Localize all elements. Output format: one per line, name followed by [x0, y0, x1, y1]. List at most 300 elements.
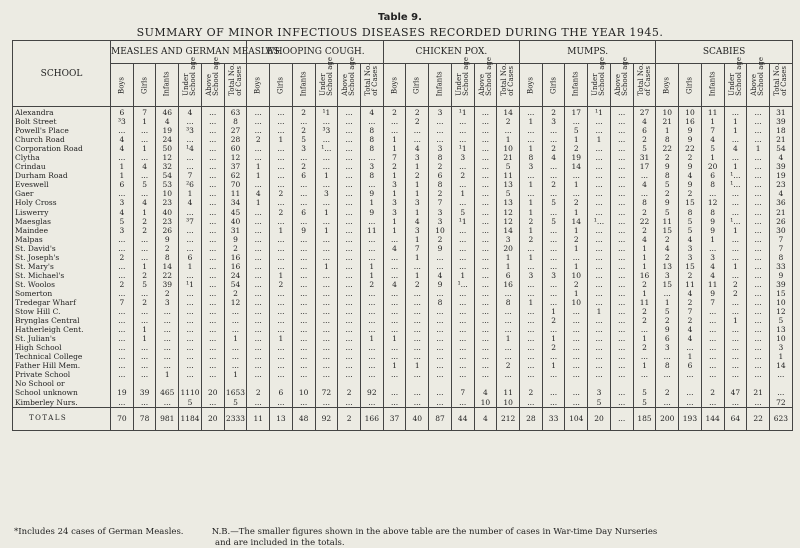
cell-value: 4 — [701, 271, 724, 280]
cell-value: ... — [451, 361, 474, 370]
cell-value: ... — [588, 334, 611, 343]
cell-value: ³3 — [111, 117, 134, 126]
cell-value: 1 — [383, 171, 406, 180]
cell-value: ... — [451, 262, 474, 271]
cell-value: 8 — [633, 198, 656, 207]
total-value: 185 — [633, 407, 656, 430]
cell-value: 2 — [679, 298, 702, 307]
cell-value: ... — [520, 343, 543, 352]
cell-value: 1 — [565, 226, 588, 235]
cell-value: 1 — [360, 198, 383, 207]
table-row — [13, 171, 793, 180]
cell-value: ... — [520, 316, 543, 325]
cell-value: 10 — [474, 398, 497, 408]
cell-value: 53 — [156, 180, 179, 189]
cell-value: 2 — [679, 271, 702, 280]
cell-value: ... — [111, 316, 134, 325]
cell-value — [338, 379, 361, 388]
cell-value: ... — [542, 280, 565, 289]
cell-value — [474, 379, 497, 388]
cell-value: ... — [588, 244, 611, 253]
cell-value: 21 — [656, 117, 679, 126]
cell-value: ... — [315, 162, 338, 171]
column-header-label: Girls — [685, 76, 694, 94]
total-value: 13 — [270, 407, 293, 430]
cell-value: ... — [429, 135, 452, 144]
cell-value: ... — [542, 262, 565, 271]
cell-value: ... — [156, 316, 179, 325]
cell-value: 21 — [769, 135, 792, 144]
cell-value — [270, 379, 293, 388]
cell-value: 2 — [406, 107, 429, 118]
cell-value: 4 — [679, 289, 702, 298]
cell-value: 12 — [701, 198, 724, 207]
cell-value: ... — [747, 244, 770, 253]
cell-value: 20 — [497, 244, 520, 253]
cell-value: ... — [201, 126, 224, 135]
cell-value: ... — [633, 370, 656, 379]
cell-value: 2 — [451, 171, 474, 180]
cell-value: ... — [179, 343, 202, 352]
cell-value: ... — [474, 352, 497, 361]
cell-value: 6 — [679, 361, 702, 370]
cell-value: 9 — [701, 217, 724, 226]
cell-value: 2 — [542, 107, 565, 118]
cell-value: ... — [338, 244, 361, 253]
diseases-table — [12, 40, 793, 431]
cell-value: ... — [201, 289, 224, 298]
total-value: 20 — [201, 407, 224, 430]
cell-value: 2 — [565, 280, 588, 289]
cell-value: 7 — [679, 307, 702, 316]
cell-value: 2 — [701, 388, 724, 397]
cell-value: ¹... — [724, 180, 747, 189]
cell-value: 465 — [156, 388, 179, 397]
cell-value: 12 — [156, 153, 179, 162]
cell-value: 2 — [111, 253, 134, 262]
cell-value: ... — [201, 244, 224, 253]
cell-value: ... — [247, 226, 270, 235]
cell-value: ... — [179, 153, 202, 162]
cell-value: 13 — [497, 180, 520, 189]
cell-value: ... — [610, 107, 633, 118]
cell-value: ... — [201, 398, 224, 408]
cell-value: ... — [360, 361, 383, 370]
cell-value: 1 — [406, 162, 429, 171]
cell-value: ... — [520, 370, 543, 379]
cell-value: ... — [247, 370, 270, 379]
cell-value: ... — [247, 244, 270, 253]
cell-value: ... — [497, 316, 520, 325]
cell-value: 1 — [156, 370, 179, 379]
cell-value: ... — [111, 235, 134, 244]
cell-value: 1 — [406, 208, 429, 217]
cell-value: ... — [429, 289, 452, 298]
column-header — [565, 64, 588, 107]
cell-value: 2 — [633, 208, 656, 217]
cell-value: ... — [383, 126, 406, 135]
cell-value: 1 — [360, 271, 383, 280]
cell-value: 1 — [747, 144, 770, 153]
cell-value: ... — [724, 398, 747, 408]
cell-value: 72 — [315, 388, 338, 397]
cell-value: 1 — [520, 117, 543, 126]
cell-value: 1 — [111, 162, 134, 171]
cell-value: 16 — [224, 253, 247, 262]
school-name: St. Woolos — [13, 280, 111, 289]
cell-value: 21 — [769, 208, 792, 217]
cell-value: 3 — [588, 388, 611, 397]
cell-value: 1 — [497, 253, 520, 262]
cell-value: 2 — [247, 388, 270, 397]
total-value: 981 — [156, 407, 179, 430]
cell-value: ... — [360, 153, 383, 162]
cell-value: ... — [292, 217, 315, 226]
cell-value — [179, 379, 202, 388]
cell-value: 45 — [224, 208, 247, 217]
cell-value: ¹1 — [451, 144, 474, 153]
cell-value: ... — [610, 253, 633, 262]
cell-value: ... — [474, 307, 497, 316]
cell-value: 3 — [429, 144, 452, 153]
cell-value: 15 — [679, 198, 702, 207]
cell-value: 1 — [520, 198, 543, 207]
cell-value: 1 — [520, 208, 543, 217]
cell-value: ... — [360, 398, 383, 408]
cell-value: ... — [247, 352, 270, 361]
total-value: 87 — [429, 407, 452, 430]
cell-value: ... — [201, 117, 224, 126]
school-name: St. David's — [13, 244, 111, 253]
cell-value: ... — [201, 280, 224, 289]
cell-value: 7 — [111, 298, 134, 307]
table-row — [13, 198, 793, 207]
cell-value: 3 — [406, 153, 429, 162]
cell-value: 4 — [406, 144, 429, 153]
cell-value: ... — [292, 370, 315, 379]
cell-value: ... — [588, 189, 611, 198]
cell-value: ... — [315, 334, 338, 343]
cell-value: ... — [315, 153, 338, 162]
cell-value: ... — [429, 388, 452, 397]
cell-value: ... — [406, 126, 429, 135]
cell-value: ... — [474, 153, 497, 162]
footnote-nb: N.B.—The smaller figures shown in the above table are the number of cases in War-time Day Nurseries — [211, 527, 658, 537]
cell-value: 6 — [111, 180, 134, 189]
cell-value: 24 — [156, 135, 179, 144]
cell-value: 5 — [179, 398, 202, 408]
cell-value: ... — [520, 398, 543, 408]
cell-value: ... — [247, 144, 270, 153]
school-name: Somerton — [13, 289, 111, 298]
cell-value: 2 — [270, 189, 293, 198]
cell-value: 2 — [360, 280, 383, 289]
cell-value: 4 — [179, 198, 202, 207]
cell-value: ... — [360, 316, 383, 325]
cell-value: 2 — [156, 289, 179, 298]
cell-value: 5 — [292, 135, 315, 144]
cell-value: ... — [292, 361, 315, 370]
cell-value: ... — [270, 298, 293, 307]
cell-value: 2 — [429, 162, 452, 171]
cell-value: ... — [701, 189, 724, 198]
cell-value: ... — [610, 262, 633, 271]
cell-value: 39 — [769, 280, 792, 289]
cell-value: 54 — [769, 144, 792, 153]
cell-value: 6 — [633, 126, 656, 135]
school-name: St. Mary's — [13, 262, 111, 271]
cell-value: ... — [451, 244, 474, 253]
school-name: Father Hill Mem. — [13, 361, 111, 370]
cell-value: ... — [610, 235, 633, 244]
cell-value: 1 — [679, 352, 702, 361]
cell-value: 1 — [451, 189, 474, 198]
cell-value: ... — [360, 325, 383, 334]
cell-value: ... — [133, 370, 156, 379]
cell-value: ... — [724, 298, 747, 307]
cell-value: ... — [451, 316, 474, 325]
cell-value: 1 — [497, 262, 520, 271]
cell-value: 4 — [360, 107, 383, 118]
cell-value: 1 — [133, 208, 156, 217]
cell-value: 10 — [769, 298, 792, 307]
cell-value: ... — [610, 325, 633, 334]
cell-value: 2 — [542, 316, 565, 325]
cell-value: 3 — [520, 162, 543, 171]
cell-value: ... — [315, 298, 338, 307]
cell-value: ... — [247, 235, 270, 244]
cell-value: ... — [451, 126, 474, 135]
cell-value — [292, 379, 315, 388]
total-value: 22 — [747, 407, 770, 430]
cell-value: 3 — [315, 189, 338, 198]
cell-value: ... — [588, 289, 611, 298]
cell-value: ... — [474, 107, 497, 118]
cell-value: 5 — [769, 316, 792, 325]
total-value: 28 — [520, 407, 543, 430]
footnote-german-measles: *Includes 24 cases of German Measles. — [14, 527, 184, 537]
cell-value: 9 — [679, 162, 702, 171]
cell-value — [133, 379, 156, 388]
cell-value: ... — [451, 298, 474, 307]
cell-value: ... — [588, 144, 611, 153]
total-value: 40 — [406, 407, 429, 430]
cell-value: 1 — [315, 208, 338, 217]
cell-value: ... — [474, 226, 497, 235]
cell-value: 3 — [656, 271, 679, 280]
cell-value: 4 — [656, 244, 679, 253]
total-value: 11 — [247, 407, 270, 430]
cell-value: ... — [747, 180, 770, 189]
cell-value: 5 — [224, 398, 247, 408]
cell-value: ... — [111, 244, 134, 253]
cell-value: 1 — [588, 135, 611, 144]
column-header-label: Above School age — [613, 56, 629, 96]
column-header — [520, 64, 543, 107]
cell-value: 9 — [679, 180, 702, 189]
cell-value: 5 — [542, 198, 565, 207]
cell-value: 10 — [497, 144, 520, 153]
cell-value: ... — [747, 280, 770, 289]
cell-value — [701, 379, 724, 388]
column-header — [111, 64, 134, 107]
cell-value: 11 — [224, 189, 247, 198]
cell-value: ... — [701, 370, 724, 379]
cell-value: ... — [588, 235, 611, 244]
cell-value: 1 — [383, 135, 406, 144]
cell-value: 1 — [451, 271, 474, 280]
table-row — [13, 226, 793, 235]
cell-value: ¹1 — [588, 107, 611, 118]
cell-value: 5 — [656, 180, 679, 189]
cell-value: ... — [610, 162, 633, 171]
cell-value: ... — [542, 135, 565, 144]
cell-value: ... — [270, 325, 293, 334]
cell-value: ... — [406, 325, 429, 334]
cell-value: ... — [701, 352, 724, 361]
cell-value: 4 — [383, 280, 406, 289]
cell-value: 8 — [360, 144, 383, 153]
cell-value: ... — [451, 235, 474, 244]
cell-value: 1 — [406, 361, 429, 370]
cell-value: ... — [179, 334, 202, 343]
cell-value: ... — [292, 262, 315, 271]
cell-value: 2 — [520, 388, 543, 397]
cell-value: ... — [338, 370, 361, 379]
cell-value: ... — [292, 153, 315, 162]
cell-value: ... — [201, 198, 224, 207]
cell-value: ... — [747, 226, 770, 235]
cell-value: 26 — [156, 226, 179, 235]
cell-value: ... — [451, 162, 474, 171]
cell-value: ... — [747, 117, 770, 126]
column-header — [656, 64, 679, 107]
cell-value: ... — [565, 361, 588, 370]
cell-value: ... — [656, 352, 679, 361]
cell-value: ... — [292, 235, 315, 244]
cell-value: 7 — [406, 244, 429, 253]
cell-value: ... — [201, 352, 224, 361]
cell-value: 4 — [542, 153, 565, 162]
column-header-label: Under School age — [318, 56, 334, 96]
column-header-label: Total No. of Cases — [363, 63, 379, 96]
cell-value: 19 — [769, 171, 792, 180]
cell-value: ... — [156, 352, 179, 361]
table-number: Table 9. — [378, 12, 422, 23]
cell-value: ... — [133, 253, 156, 262]
cell-value: ... — [270, 253, 293, 262]
cell-value: ... — [156, 325, 179, 334]
cell-value: ... — [747, 398, 770, 408]
cell-value: ... — [247, 126, 270, 135]
table-row — [13, 343, 793, 352]
cell-value: ... — [179, 316, 202, 325]
cell-value: ... — [610, 388, 633, 397]
column-header-label: Infants — [435, 70, 444, 96]
cell-value: 2 — [656, 153, 679, 162]
column-header-label: Total No. of Cases — [227, 63, 243, 96]
cell-value: 5 — [497, 162, 520, 171]
cell-value: ... — [474, 244, 497, 253]
cell-value: ... — [201, 298, 224, 307]
school-name: Clytha — [13, 153, 111, 162]
cell-value: ... — [588, 171, 611, 180]
table-row — [13, 289, 793, 298]
cell-value: 1 — [360, 262, 383, 271]
cell-value: ... — [747, 271, 770, 280]
cell-value: ... — [520, 289, 543, 298]
cell-value: 4 — [769, 153, 792, 162]
cell-value: ... — [270, 370, 293, 379]
cell-value: ... — [429, 343, 452, 352]
cell-value: ... — [451, 334, 474, 343]
cell-value: ... — [724, 361, 747, 370]
cell-value: 3 — [360, 162, 383, 171]
cell-value: 21 — [747, 388, 770, 397]
cell-value: ... — [451, 398, 474, 408]
cell-value: ... — [315, 361, 338, 370]
cell-value: 2 — [542, 343, 565, 352]
cell-value: ³7 — [179, 217, 202, 226]
cell-value: ... — [315, 398, 338, 408]
cell-value: 8 — [360, 126, 383, 135]
cell-value: ... — [588, 343, 611, 352]
cell-value: ... — [179, 370, 202, 379]
cell-value: ... — [542, 370, 565, 379]
table-row — [13, 316, 793, 325]
cell-value: ... — [338, 226, 361, 235]
cell-value: 2 — [292, 126, 315, 135]
cell-value: 2 — [656, 235, 679, 244]
cell-value: 5 — [633, 398, 656, 408]
cell-value: ... — [270, 235, 293, 244]
cell-value: 4 — [111, 135, 134, 144]
cell-value: 9 — [656, 162, 679, 171]
cell-value: ... — [610, 352, 633, 361]
cell-value: ... — [474, 361, 497, 370]
cell-value: ... — [201, 343, 224, 352]
cell-value: ... — [292, 198, 315, 207]
cell-value: ... — [451, 343, 474, 352]
cell-value: ... — [520, 352, 543, 361]
cell-value: ... — [338, 271, 361, 280]
cell-value: 22 — [156, 271, 179, 280]
cell-value: ... — [201, 144, 224, 153]
cell-value: 26 — [769, 217, 792, 226]
cell-value: ... — [315, 117, 338, 126]
cell-value: ... — [542, 244, 565, 253]
cell-value: ... — [247, 298, 270, 307]
cell-value: ... — [201, 208, 224, 217]
cell-value — [201, 379, 224, 388]
cell-value: 7 — [451, 388, 474, 397]
cell-value: ... — [724, 153, 747, 162]
table-row — [13, 262, 793, 271]
cell-value: 1 — [383, 334, 406, 343]
cell-value: 16 — [633, 271, 656, 280]
cell-value: 8 — [429, 153, 452, 162]
cell-value: ... — [270, 352, 293, 361]
cell-value: ... — [338, 180, 361, 189]
cell-value: 13 — [656, 262, 679, 271]
cell-value: 1 — [542, 334, 565, 343]
cell-value: ... — [747, 198, 770, 207]
cell-value: ¹... — [724, 217, 747, 226]
cell-value: ... — [133, 153, 156, 162]
table-row — [13, 325, 793, 334]
cell-value: ²6 — [179, 180, 202, 189]
cell-value: ... — [201, 325, 224, 334]
